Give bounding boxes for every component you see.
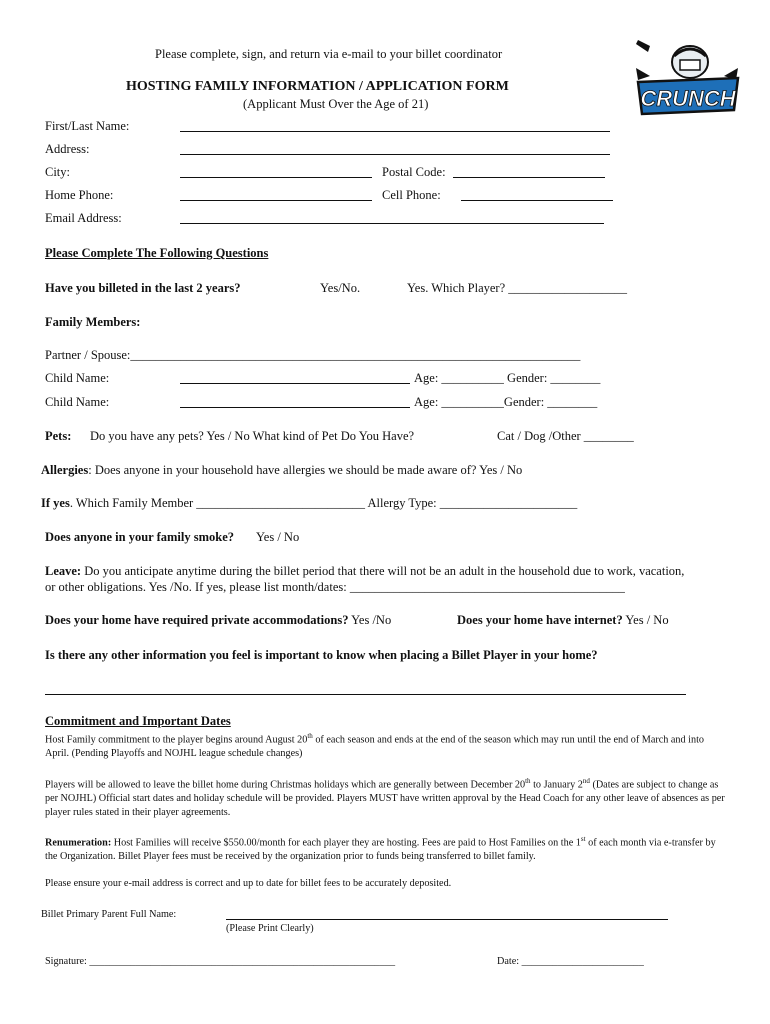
child2-name-field[interactable]: [180, 407, 410, 408]
print-clearly-note: (Please Print Clearly): [226, 923, 314, 934]
leave-row-1: [45, 564, 684, 579]
name-field[interactable]: [180, 131, 610, 132]
form-subtitle: (Applicant Must Over the Age of 21): [243, 97, 429, 111]
address-label: Address:: [45, 142, 90, 156]
if-yes-row: [41, 496, 577, 511]
allergies-question[interactable]: : Does anyone in your household have allergies we should be made aware of? Yes / No: [88, 463, 523, 477]
leave-label: Leave:: [45, 564, 82, 578]
email-label: Email Address:: [45, 211, 122, 225]
crunch-logo-icon: [628, 38, 746, 118]
email-notice: Please ensure your e-mail address is correct and up to date for billet fees to be accurately deposited.: [45, 878, 452, 889]
other-info-question: Is there any other information you feel is important to know when placing a Billet Player in your home?: [45, 648, 598, 662]
commitment-paragraph-2: Players will be allowed to leave the billet home during Christmas holidays which are generally between December 20th to January 2nd (Dates are subject to change as per NOJHL) Official start dates and holiday schedule will be provided. Players MUST have written approval by the Head Coach for any other leave of absences as per player rules stated in their player agreements.: [45, 777, 725, 819]
internet-question: Does your home have internet?: [457, 613, 623, 627]
renumeration-paragraph: Renumeration: Host Families will receive $550.00/month for each player they are hosting. Fees are paid to Host Families on the 1st of each month via e-transfer by the Organization. Billet Player fees must be received by the organization prior to funds being transferred to billet family.: [45, 835, 716, 863]
date-field[interactable]: Date: ________________________: [497, 956, 644, 967]
partner-field[interactable]: Partner / Spouse:________________________________________________________________________: [45, 348, 581, 362]
home-phone-field[interactable]: [180, 200, 372, 201]
city-field[interactable]: [180, 177, 372, 178]
leave-text-1: Do you anticipate anytime during the billet period that there will not be an adult in the household due to work, vacation,: [81, 564, 685, 578]
child1-age-gender[interactable]: Age: __________ Gender: ________: [414, 371, 601, 385]
allergies-label: Allergies: [41, 463, 89, 477]
postal-code-field[interactable]: [453, 177, 605, 178]
leave-text-2[interactable]: or other obligations. Yes /No. If yes, please list month/dates: ____________________________________________: [45, 580, 625, 594]
if-yes-label: If yes: [41, 496, 70, 510]
form-title: HOSTING FAMILY INFORMATION / APPLICATION FORM: [126, 79, 509, 94]
parent-name-label: Billet Primary Parent Full Name:: [41, 909, 177, 920]
commitment-heading: Commitment and Important Dates: [45, 714, 231, 728]
renumeration-label: Renumeration:: [45, 837, 112, 849]
allergies-row: [41, 463, 522, 478]
cell-phone-label: Cell Phone:: [382, 188, 441, 202]
internet-row: [457, 613, 669, 628]
cell-phone-field[interactable]: [461, 200, 613, 201]
city-label: City:: [45, 165, 71, 179]
postal-code-label: Postal Code:: [382, 165, 446, 179]
address-field[interactable]: [180, 154, 610, 155]
child1-name-field[interactable]: [180, 383, 410, 384]
internet-answer[interactable]: Yes / No: [622, 613, 669, 627]
accommodations-row: [45, 613, 391, 628]
form-instruction: Please complete, sign, and return via e-mail to your billet coordinator: [155, 47, 503, 61]
home-phone-label: Home Phone:: [45, 188, 114, 202]
email-field[interactable]: [180, 223, 604, 224]
smoke-question: Does anyone in your family smoke?: [45, 530, 235, 544]
pets-question[interactable]: Do you have any pets? Yes / No What kind of Pet Do You Have?: [90, 429, 415, 443]
accommodations-answer[interactable]: Yes /No: [348, 613, 392, 627]
smoke-answer[interactable]: Yes / No: [256, 530, 300, 544]
allergy-details[interactable]: . Which Family Member ___________________________ Allergy Type: ______________________: [69, 496, 578, 510]
signature-field[interactable]: Signature: ____________________________________________________________: [45, 956, 396, 967]
child1-label: Child Name:: [45, 371, 110, 385]
pet-types[interactable]: Cat / Dog /Other ________: [497, 429, 634, 443]
billeted-yes-no[interactable]: Yes/No.: [320, 281, 361, 295]
family-members-heading: Family Members:: [45, 315, 141, 329]
child2-age-gender[interactable]: Age: __________Gender: ________: [414, 395, 598, 409]
questions-heading: Please Complete The Following Questions: [45, 246, 269, 260]
billeted-question: Have you billeted in the last 2 years?: [45, 281, 241, 295]
parent-name-field[interactable]: [226, 919, 668, 920]
pets-label: Pets:: [45, 429, 72, 443]
commitment-paragraph-1: Host Family commitment to the player begins around August 20th of each season and ends at the end of the season which may run until the end of March and into April. (Pending Playoffs and NOJHL league schedule changes): [45, 732, 705, 760]
logo-text: CRUNCH: [640, 86, 736, 111]
billeted-which-player[interactable]: Yes. Which Player? ___________________: [407, 281, 628, 295]
name-label: First/Last Name:: [45, 119, 130, 133]
accommodations-question: Does your home have required private accommodations?: [45, 613, 349, 627]
child2-label: Child Name:: [45, 395, 110, 409]
other-info-field[interactable]: [45, 694, 686, 695]
